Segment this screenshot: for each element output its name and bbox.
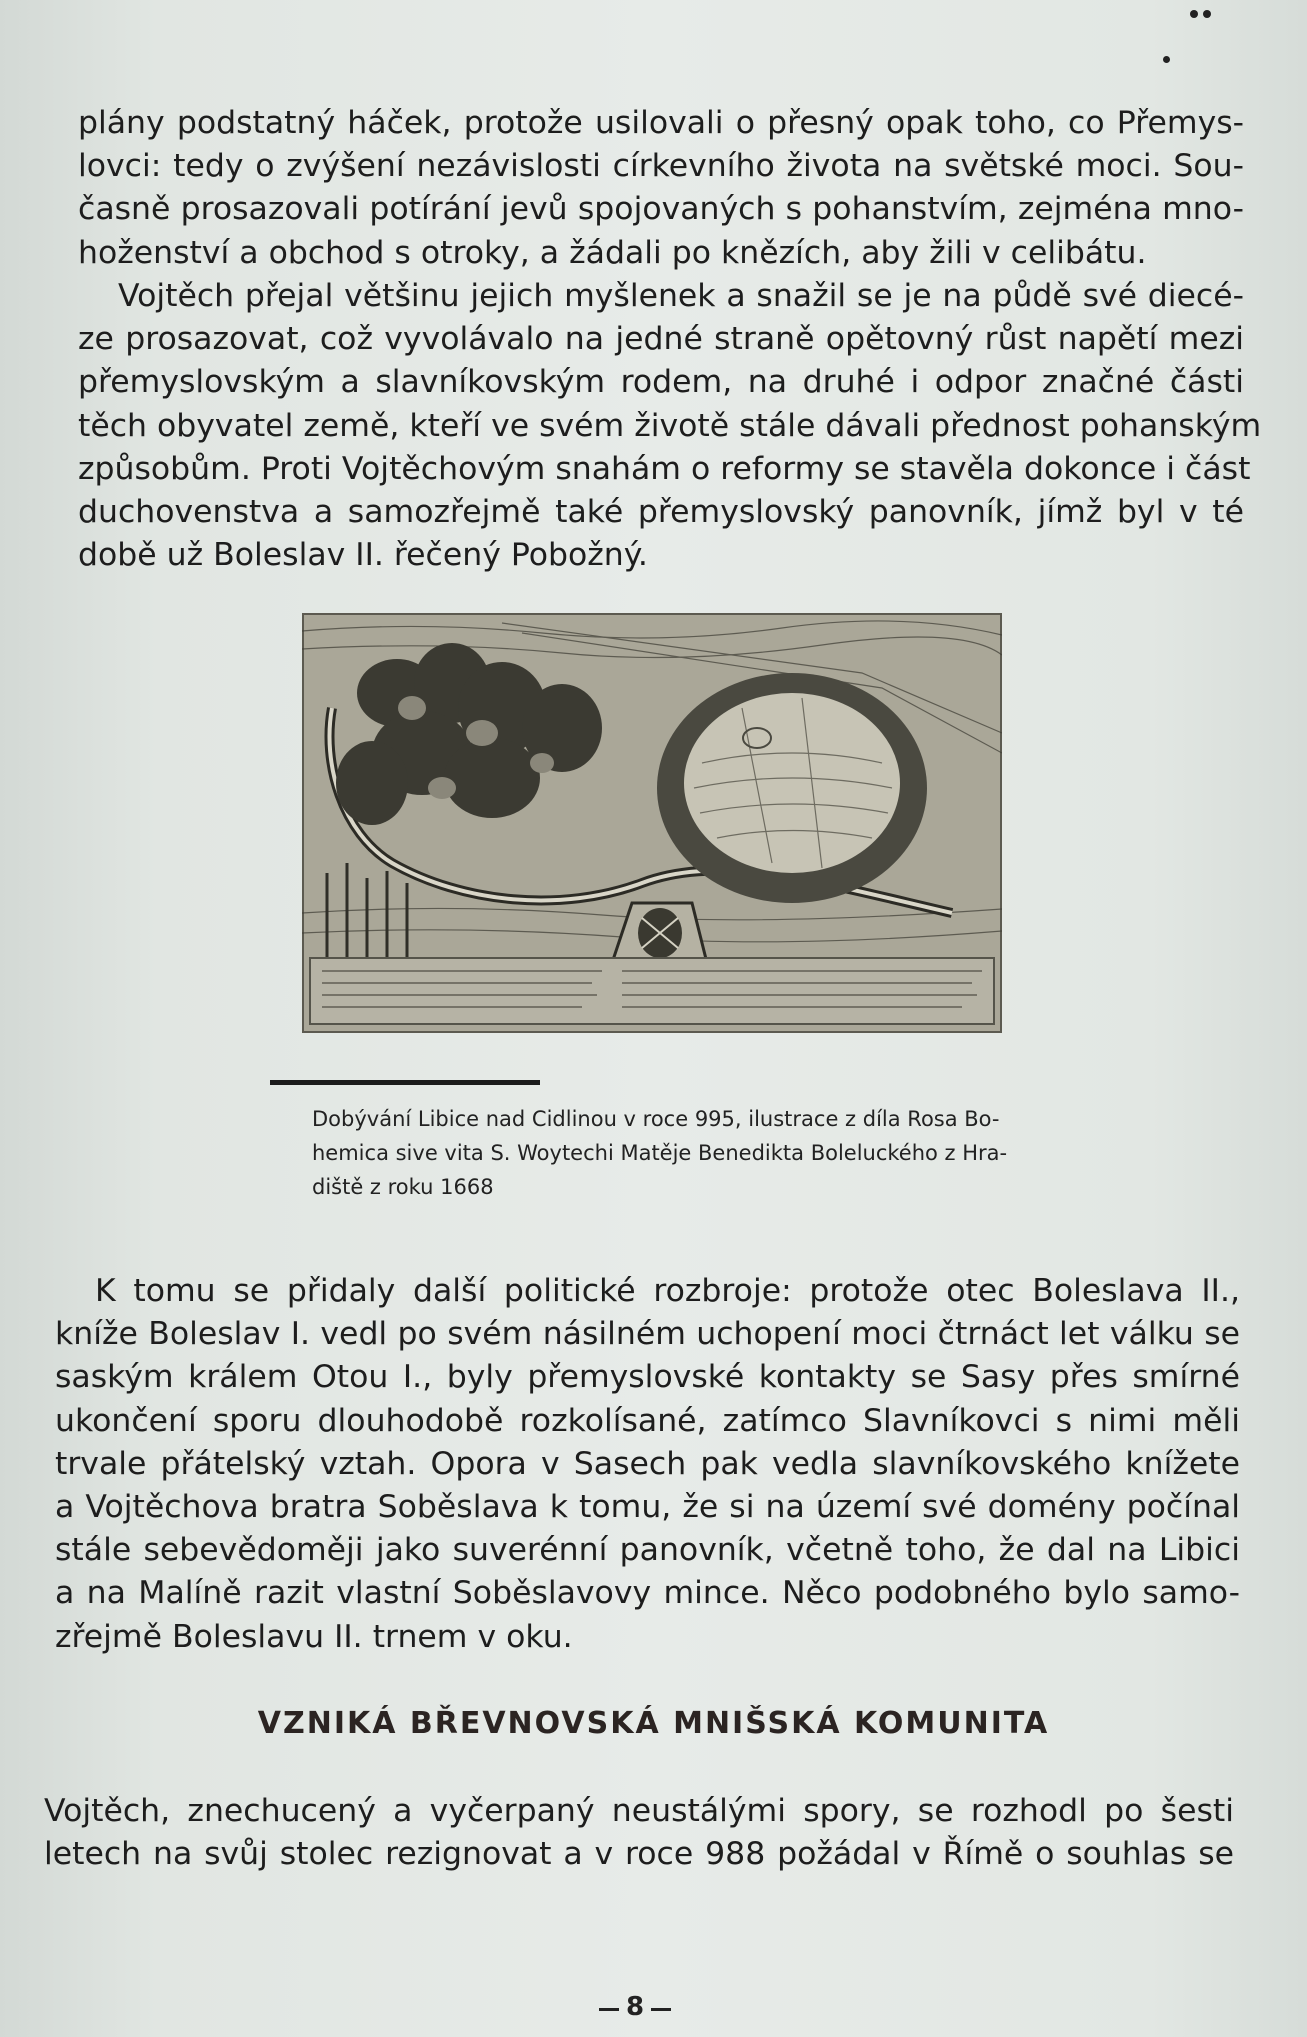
text-line: saským králem Otou I., byly přemyslovské kontakty se Sasy přes smírné [55,1359,1240,1396]
paragraph-vojtech-resign [44,1790,1234,1876]
engraving-illustration [302,613,1002,1033]
margin-dot [1163,56,1170,63]
text-line: duchovenstva a samozřejmě také přemyslovský panovník, jímž byl v té [78,494,1244,531]
text-line: Vojtěch přejal většinu jejich myšlenek a snažil se je na půdě své diecé- [118,278,1244,314]
text-line: hoženství a obchod s otroky, a žádali po knězích, aby žili v celibátu. [78,234,1147,271]
text-line: přemyslovským a slavníkovským rodem, na druhé i odpor značné části [78,364,1244,401]
figure-caption [312,1102,1112,1204]
paragraph-vojtech-reform [78,275,1262,577]
text-line: časně prosazovali potírání jevů spojovaných s pohanstvím, zejména mno- [78,191,1244,228]
text-line: a na Malíně razit vlastní Soběslavovy mince. Něco podobného bylo samo- [55,1575,1240,1612]
caption-rule [270,1080,540,1085]
text-line: způsobům. Proti Vojtěchovým snahám o reformy se stavěla dokonce i část [78,450,1251,487]
text-line: lovci: tedy o zvýšení nezávislosti církevního života na světské moci. Sou- [78,148,1244,185]
text-line: K tomu se přidaly další politické rozbroje: protože otec Boleslava II., [95,1273,1240,1309]
caption-line: Dobývání Libice nad Cidlinou v roce 995, ilustrace z díla Rosa Bo- [312,1107,1000,1131]
text-line: ze prosazovat, což vyvolávalo na jedné straně opětovný růst napětí mezi [78,321,1244,358]
text-line: Vojtěch, znechucený a vyčerpaný neustálými spory, se rozhodl po šesti [44,1793,1234,1829]
margin-dot [1190,10,1198,18]
paragraph-continued [78,102,1244,275]
text-line: trvale přátelský vztah. Opora v Sasech pak vedla slavníkovského knížete [55,1445,1240,1482]
paragraph-political-disputes [55,1270,1240,1659]
text-line: a Vojtěchova bratra Soběslava k tomu, že si na území své domény počínal [55,1489,1240,1526]
section-heading: VZNIKÁ BŘEVNOVSKÁ MNIŠSKÁ KOMUNITA [257,1706,1050,1741]
caption-line: hemica sive vita S. Woytechi Matěje Benedikta Boleluckého z Hra- [312,1141,1008,1165]
text-line: zřejmě Boleslavu II. trnem v oku. [55,1618,573,1655]
text-line: těch obyvatel země, kteří ve svém životě stále dávali přednost pohanským [78,407,1262,444]
caption-line: diště z roku 1668 [312,1175,494,1199]
text-line: ukončení sporu dlouhodobě rozkolísané, zatímco Slavníkovci s nimi měli [55,1402,1240,1439]
page-number: 8 [595,1992,675,2022]
margin-dot [1203,10,1211,18]
text-line: době už Boleslav II. řečený Pobožný. [78,537,648,574]
text-line: stále sebevědoměji jako suverénní panovník, včetně toho, že dal na Libici [55,1532,1240,1569]
text-line: kníže Boleslav I. vedl po svém násilném uchopení moci čtrnáct let válku se [55,1316,1240,1353]
text-line: letech na svůj stolec rezignovat a v roce 988 požádal v Římě o souhlas se [44,1836,1234,1873]
engraving-illustration-icon [302,613,1002,1033]
text-line: plány podstatný háček, protože usilovali o přesný opak toho, co Přemys- [78,105,1244,141]
